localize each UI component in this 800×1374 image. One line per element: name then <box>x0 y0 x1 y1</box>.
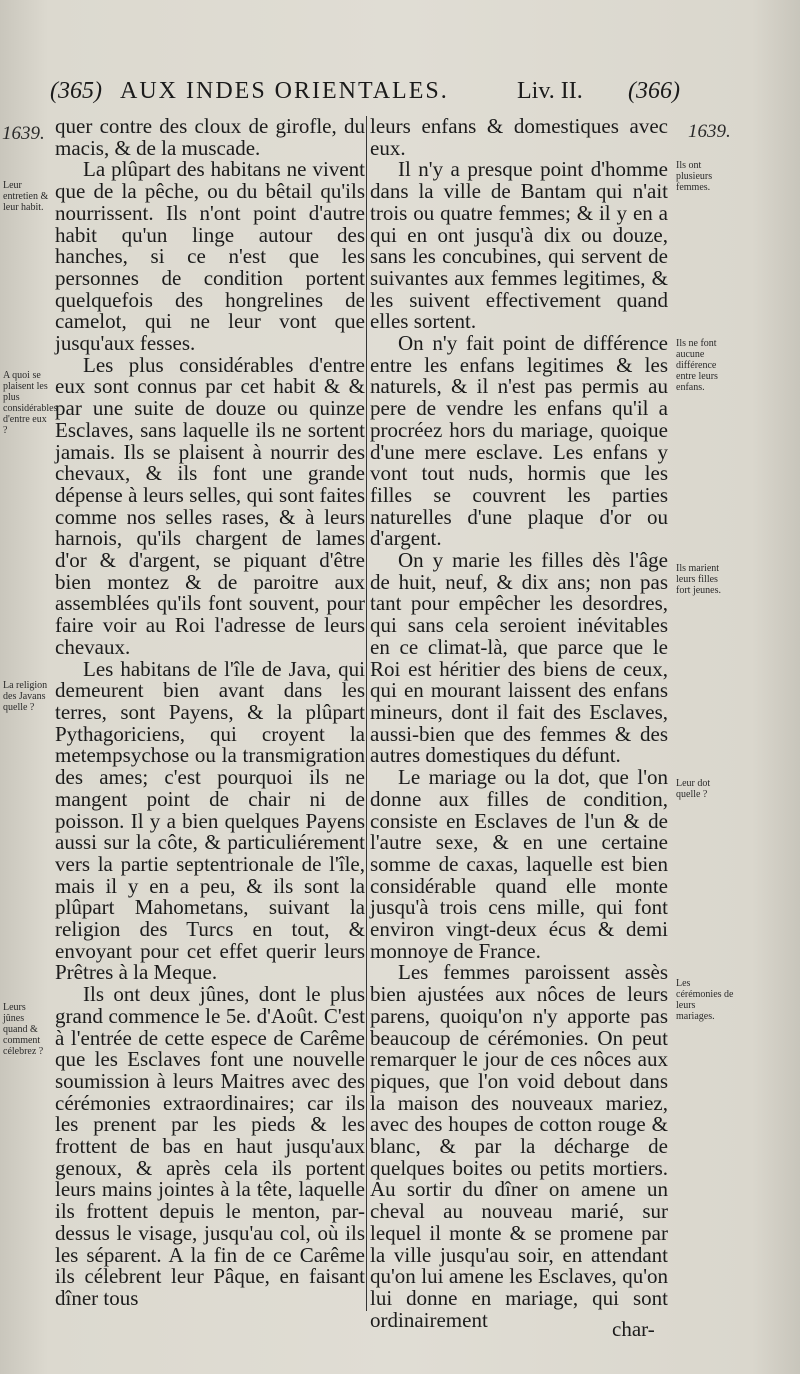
page-number-left: (365) <box>50 78 102 104</box>
page-number-right: (366) <box>628 78 680 104</box>
paragraph: La plûpart des habitans ne vivent que de la pêche, ou du bêtail qu'ils nourrissent. Ils n'ont point d'autre habit qu'un linge autour des hanches, si ce n'est que les personnes de condition portent quelquefois des hongrelines de camelot, qui ne leur vont que jusqu'aux fesses. <box>55 157 365 356</box>
margin-note-dot: Leur dot quelle ? <box>676 778 711 800</box>
catchword: char- <box>612 1317 655 1341</box>
paragraph: On y marie les filles dès l'âge de huit, neuf, & dix ans; non pas tant pour empêcher les desordres, qui sans cela seroient inévitables en ce climat-là, que parce que le Roi est héritier des biens de ceux, qui en mourant laissent des enfans mineurs, dont il fait des Esclaves, aussi-bien que des femmes & des autres domestiques du défunt. <box>370 548 668 768</box>
paragraph: quer contre des cloux de girofle, du macis, & de la muscade. <box>55 114 365 160</box>
margin-note-habit: Leur entretien & leur habit. <box>3 180 49 213</box>
margin-note-marient: Ils marient leurs filles fort jeunes. <box>676 563 721 596</box>
margin-note-femmes: Ils ont plusieurs femmes. <box>676 160 713 193</box>
paragraph: Les habitans de l'île de Java, qui demeurent bien avant dans les terres, sont Payens, & la plûpart Pythagoriciens, qui croyent la metempsychose ou la transmigration des ames; c'est pourquoi ils ne mangent point de chair ni de poisson. Il y a bien quelques Payens aussi sur la côte, & particuliérement vers la partie septentrionale de l'île, mais il y en a peu, & ils sont la plûpart Mahometans, suivant la religion des Turcs en tout, & envoyant pour cet effet querir leurs Prêtres à la Meque. <box>55 656 365 985</box>
year-margin-left: 1639. <box>2 123 45 144</box>
book-number: Liv. II. <box>517 78 583 104</box>
year-margin-right: 1639. <box>688 121 731 142</box>
paragraph: Le mariage ou la dot, que l'on donne aux filles de condition, consiste en Esclaves de l'un & de l'autre sexe, & en une certaine somme de caxas, laquelle est bien considérable quand elle monte jusqu'à trois cens mille, qui font environ vingt-deux écus & demi monnoye de France. <box>370 765 668 963</box>
margin-note-religion: La religion des Javans quelle ? <box>3 680 48 713</box>
margin-note-ceremonies: Les cérémonies de leurs mariages. <box>676 978 734 1022</box>
paragraph: Les femmes paroissent assès bien ajustées aux nôces de leurs parens, quoiqu'on n'y apporte pas beaucoup de cérémonies. On peut remarquer le jour de ces nôces aux piques, que l'on void debout dans la maison des nouveaux mariez, avec des houpes de cotton rouge & blanc, & par la décharge de quelques boites ou petits mortiers. Au sortir du dîner on amene un cheval au nouveau marié, sur lequel il monte & se promene par la ville jusqu'au soir, en attendant qu'on lui amene les Esclaves, qu'on lui donne en mariage, qui sont ordinairement <box>370 960 668 1332</box>
paragraph: Les plus considérables d'entre eux sont connus par cet habit & & par une suite de douze ou quinze Esclaves, sans laquelle ils ne sortent jamais. Ils se plaisent à nourrir des chevaux, & ils font une grande dépense à leurs selles, qui sont faites comme nos selles rases, & à leurs harnois, qu'ils chargent de lames d'or & d'argent, se piquant d'être bien montez & de paroitre aux assemblées qu'ils font souvent, pour faire voir au Roi l'adresse de leurs chevaux. <box>55 352 365 659</box>
running-header <box>50 78 680 112</box>
right-column <box>370 116 668 1331</box>
paragraph: On n'y fait point de différence entre les enfans legitimes & les naturels, & il n'est pas permis au pere de vendre les enfans qu'il a procréez hors du mariage, quoique d'une mere esclave. Les enfans y vont tout nuds, hormis que les filles se couvrent les parties naturelles d'une plaque d'or ou d'argent. <box>370 331 668 551</box>
paragraph: Il n'y a presque point d'homme dans la ville de Bantam qui n'ait trois ou quatre femmes; & il y en a qui en ont jusqu'à dix ou douze, sans les concubines, qui servent de suivantes aux femmes legitimes, & les suivent effectivement quand elles sortent. <box>370 157 668 334</box>
margin-note-jeunes: Leurs jûnes quand & comment célebrez ? <box>3 1002 44 1057</box>
left-column <box>55 116 365 1310</box>
paragraph: Ils ont deux jûnes, dont le plus grand commence le 5e. d'Août. C'est à l'entrée de cette espece de Carême que les Esclaves font une nouvelle soumission à leurs Maitres avec des cérémonies extraordinaires; car ils les prenent par les pieds & les frottent de bas en haut jusqu'aux genoux, & après cela ils portent leurs mains jointes à la tête, laquelle ils frottent depuis le menton, par-dessus le visage, jusqu'au col, où ils les séparent. A la fin de ce Carême ils célebrent leur Pâque, en faisant dîner tous <box>55 982 365 1310</box>
running-title: AUX INDES ORIENTALES. <box>120 78 449 104</box>
margin-note-plaisirs: A quoi se plaisent les plus considérables d'entre eux ? <box>3 370 58 436</box>
margin-note-enfans: Ils ne font aucune différence entre leurs enfans. <box>676 338 718 393</box>
paragraph: leurs enfans & domestiques avec eux. <box>370 114 668 160</box>
column-divider <box>366 116 367 1311</box>
